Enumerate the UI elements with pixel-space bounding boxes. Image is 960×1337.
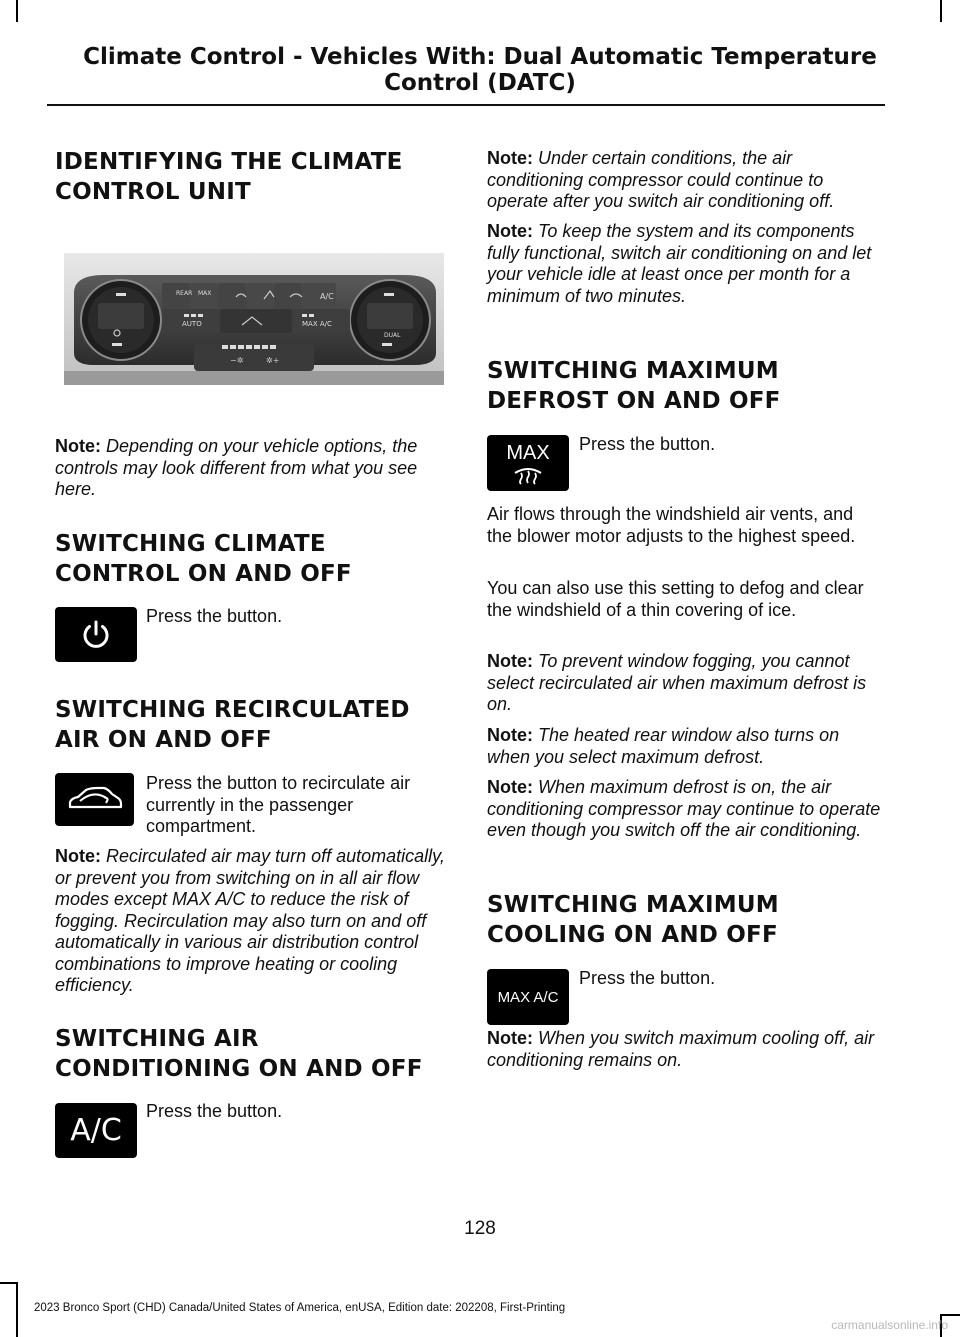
max-defrost-button-icon	[487, 435, 569, 491]
note-text: To keep the system and its components fully functional, switch air conditioning on and let your vehicle idle at least once per month for a minimum of two minutes.	[487, 221, 872, 306]
body-recirculate-air: Press the button to recirculate air currently in the passenger compartment.	[146, 773, 411, 836]
heading-line: COOLING ON AND OFF	[487, 922, 778, 948]
header-title-line1: Climate Control - Vehicles With: Dual Automatic Temperature	[83, 44, 877, 70]
note-label: Note:	[487, 148, 533, 168]
note-label: Note:	[55, 846, 101, 866]
note-text: To prevent window fogging, you cannot select recirculated air when maximum defrost is on.	[487, 651, 867, 714]
note-text: The heated rear window also turns on when you select maximum defrost.	[487, 725, 840, 767]
defrost-icon	[511, 463, 545, 485]
body-press-button-max-ac: Press the button.	[579, 968, 716, 988]
note-heated-rear-window	[487, 725, 882, 768]
note-label: Note:	[487, 651, 533, 671]
panel-label-rear: REAR	[176, 290, 193, 297]
power-button-icon	[55, 607, 137, 662]
body-press-button-max-defrost: Press the button.	[579, 434, 716, 454]
note-recirculated-air	[55, 846, 447, 997]
heading-line: SWITCHING MAXIMUM	[487, 892, 779, 918]
power-icon	[79, 618, 113, 652]
note-keep-system-functional	[487, 221, 882, 307]
watermark: carmanualsonline.info	[831, 1318, 948, 1332]
heading-line: SWITCHING CLIMATE	[55, 531, 326, 557]
svg-text:−✲: −✲	[230, 356, 244, 365]
footer-edition-info: 2023 Bronco Sport (CHD) Canada/United States of America, enUSA, Edition date: 202208, First-Printing	[34, 1302, 566, 1314]
body-press-button-ac: Press the button.	[146, 1101, 283, 1121]
heading-switching-maximum-cooling	[487, 890, 779, 950]
heading-line: CONDITIONING ON AND OFF	[55, 1056, 423, 1082]
heading-switching-air-conditioning	[55, 1024, 423, 1084]
note-max-defrost-compressor	[487, 777, 882, 842]
note-label: Note:	[487, 777, 533, 797]
max-ac-button-icon	[487, 969, 569, 1025]
header-title-line2: Control (DATC)	[384, 70, 576, 96]
ac-icon-label: A/C	[70, 1113, 122, 1148]
panel-label-dual: DUAL	[384, 332, 401, 339]
heading-line: DEFROST ON AND OFF	[487, 388, 781, 414]
panel-label-auto: AUTO	[182, 320, 202, 328]
crop-mark-bottom-left	[16, 1282, 18, 1337]
heading-line: AIR ON AND OFF	[55, 727, 272, 753]
panel-label-ac: A/C	[320, 292, 334, 301]
ac-button-icon	[55, 1103, 137, 1158]
para-defog-windshield: You can also use this setting to defog and clear the windshield of a thin covering of ice.	[487, 578, 864, 620]
para-air-flows-windshield: Air flows through the windshield air vents, and the blower motor adjusts to the highest speed.	[487, 504, 856, 546]
note-max-cooling-off	[487, 1028, 882, 1071]
max-ac-icon-label: MAX A/C	[497, 988, 559, 1006]
recirculation-car-icon	[64, 783, 126, 817]
heading-identifying-climate-control	[55, 147, 403, 207]
crop-mark-bottom-right-h	[940, 1314, 960, 1316]
note-prevent-fogging	[487, 651, 882, 716]
panel-label-max: MAX	[198, 290, 212, 297]
panel-label-max-ac: MAX A/C	[302, 320, 332, 328]
note-label: Note:	[487, 221, 533, 241]
page-header-title	[40, 44, 920, 96]
note-text: Depending on your vehicle options, the controls may look different from what you see here.	[55, 436, 418, 499]
heading-line: CONTROL UNIT	[55, 179, 251, 205]
crop-mark-top-left	[16, 0, 18, 22]
heading-line: CONTROL ON AND OFF	[55, 561, 352, 587]
heading-line: SWITCHING RECIRCULATED	[55, 697, 410, 723]
note-label: Note:	[487, 725, 533, 745]
note-label: Note:	[487, 1028, 533, 1048]
heading-line: SWITCHING AIR	[55, 1026, 259, 1052]
heading-line: SWITCHING MAXIMUM	[487, 358, 779, 384]
svg-text:✲+: ✲+	[266, 356, 280, 365]
header-rule	[47, 104, 885, 106]
max-defrost-icon-label: MAX	[506, 442, 550, 464]
note-text: Recirculated air may turn off automatically, or prevent you from switching on in all air flow modes except MAX A/C to reduce the risk of fogging. Recirculation may also turn on and off automatically in various air distribution control combinations to improve heating or cooling efficiency.	[55, 846, 445, 995]
note-text: Under certain conditions, the air conditioning compressor could continue to operate after you switch air conditioning off.	[487, 148, 835, 211]
page-number: 128	[464, 1218, 496, 1239]
note-controls-may-differ	[55, 436, 447, 501]
heading-switching-climate-control	[55, 529, 352, 589]
note-text: When maximum defrost is on, the air conditioning compressor may continue to operate even though you switch off the air conditioning.	[487, 777, 881, 840]
note-compressor-continue	[487, 148, 882, 213]
crop-mark-top-right	[940, 0, 942, 22]
body-press-button-power: Press the button.	[146, 606, 283, 626]
crop-mark-bottom-left-h	[0, 1282, 18, 1284]
note-text: When you switch maximum cooling off, air conditioning remains on.	[487, 1028, 875, 1070]
recirculation-button-icon	[55, 773, 134, 826]
climate-control-panel-illustration	[64, 253, 444, 385]
heading-line: IDENTIFYING THE CLIMATE	[55, 149, 403, 175]
note-label: Note:	[55, 436, 101, 456]
heading-switching-recirculated-air	[55, 695, 410, 755]
heading-switching-maximum-defrost	[487, 356, 781, 416]
